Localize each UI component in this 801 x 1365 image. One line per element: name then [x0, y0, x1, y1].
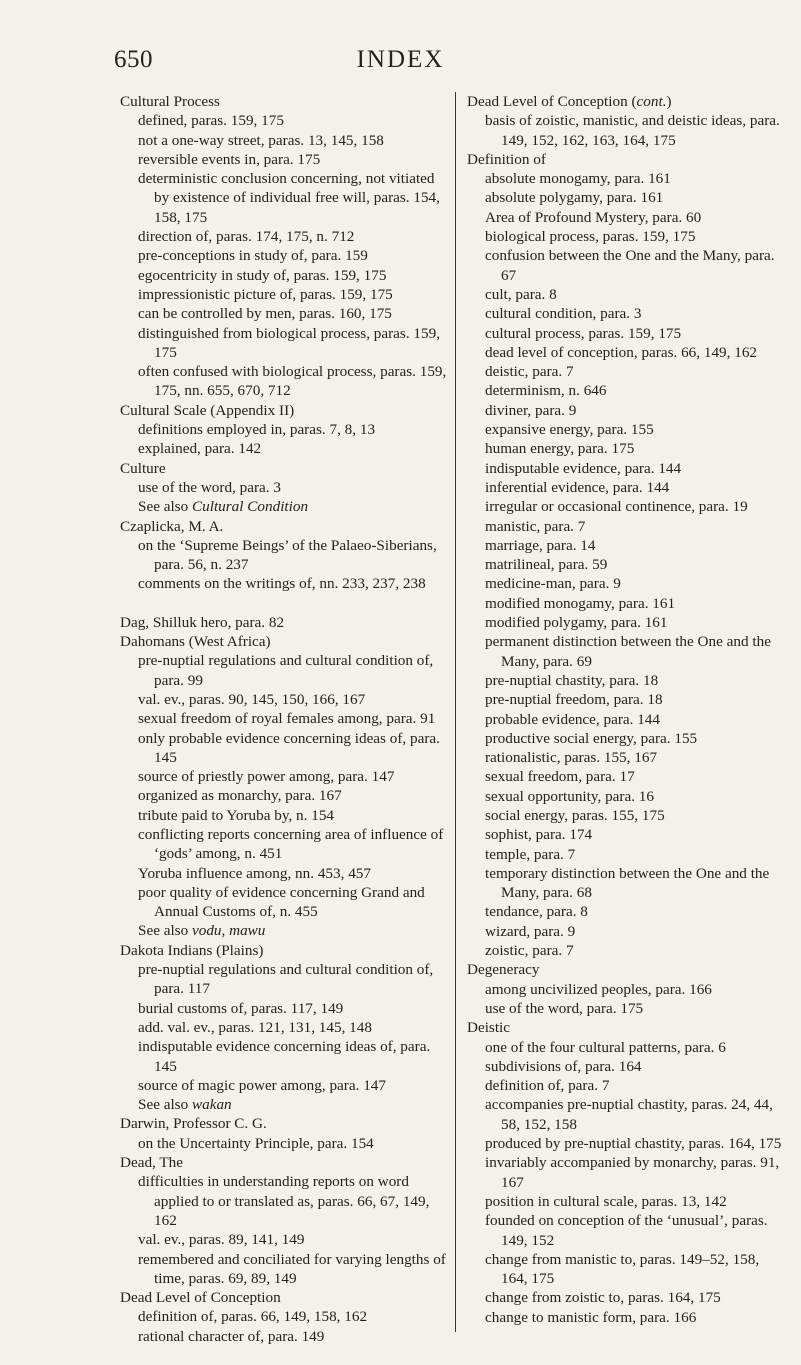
- index-subentry: can be controlled by men, paras. 160, 175: [138, 305, 392, 323]
- index-subentry: irregular or occasional continence, para. 19: [485, 498, 748, 516]
- index-subentry: determinism, n. 646: [485, 382, 607, 400]
- index-subentry: matrilineal, para. 59: [485, 556, 608, 574]
- index-subentry: val. ev., paras. 89, 141, 149: [138, 1231, 305, 1249]
- index-subentry: modified polygamy, para. 161: [485, 614, 668, 632]
- index-subentry: not a one-way street, paras. 13, 145, 158: [138, 131, 384, 149]
- see-also-entry: [120, 921, 450, 940]
- index-subentry: modified monogamy, para. 161: [485, 594, 676, 612]
- index-subentry: tribute paid to Yoruba by, n. 154: [138, 806, 335, 824]
- index-subentry: productive social energy, para. 155: [485, 729, 698, 747]
- index-heading: Culture: [120, 459, 166, 477]
- index-heading: Definition of: [467, 150, 546, 168]
- index-subentry: change from manistic to, paras. 149–52, 158, 164, 175: [485, 1250, 760, 1288]
- index-subentry: explained, para. 142: [138, 440, 262, 458]
- index-subentry: among uncivilized peoples, para. 166: [485, 980, 712, 998]
- index-subentry: one of the four cultural patterns, para. 6: [485, 1038, 726, 1056]
- index-subentry: distinguished from biological process, paras. 159, 175: [138, 324, 441, 361]
- index-subentry: definition of, paras. 66, 149, 158, 162: [138, 1308, 368, 1326]
- heading-italic: cont.: [636, 93, 667, 110]
- index-subentry: rational character of, para. 149: [138, 1327, 325, 1345]
- index-subentry: add. val. ev., paras. 121, 131, 145, 148: [138, 1018, 372, 1036]
- index-subentry: indisputable evidence concerning ideas of, para. 145: [138, 1038, 431, 1075]
- entry-gap: [120, 594, 450, 613]
- index-subentry: expansive energy, para. 155: [485, 421, 654, 439]
- index-heading: Dead, The: [120, 1154, 183, 1172]
- index-subentry: cultural condition, para. 3: [485, 305, 642, 323]
- index-subentry: difficulties in understanding reports on word applied to or translated as, paras. 66, 67, 149, 162: [138, 1173, 430, 1229]
- index-subentry: poor quality of evidence concerning Grand and Annual Customs of, n. 455: [138, 883, 425, 921]
- index-subentry: manistic, para. 7: [485, 517, 586, 535]
- heading-tail: ): [666, 93, 672, 110]
- column-divider: [455, 92, 456, 1332]
- index-subentry: wizard, para. 9: [485, 922, 576, 940]
- page-number: 650: [114, 46, 153, 73]
- see-also-target: vodu, mawu: [192, 922, 266, 940]
- see-also-label: See also: [138, 498, 192, 516]
- index-subentry: invariably accompanied by monarchy, paras. 91, 167: [485, 1154, 780, 1191]
- index-subentry: pre-nuptial regulations and cultural condition of, para. 99: [138, 652, 434, 689]
- index-subentry: produced by pre-nuptial chastity, paras. 164, 175: [485, 1135, 782, 1153]
- index-subentry: dead level of conception, paras. 66, 149, 162: [485, 343, 758, 361]
- index-subentry: social energy, paras. 155, 175: [485, 806, 665, 824]
- index-subentry: marriage, para. 14: [485, 536, 596, 554]
- index-subentry: remembered and conciliated for varying lengths of time, paras. 69, 89, 149: [138, 1250, 446, 1287]
- index-heading: Darwin, Professor C. G.: [120, 1115, 267, 1133]
- index-subentry: pre-nuptial freedom, para. 18: [485, 691, 663, 709]
- index-subentry: cultural process, paras. 159, 175: [485, 324, 682, 342]
- index-subentry: comments on the writings of, nn. 233, 237, 238: [138, 575, 426, 593]
- index-subentry: temple, para. 7: [485, 845, 576, 863]
- index-subentry: on the ‘Supreme Beings’ of the Palaeo-Siberians, para. 56, n. 237: [138, 536, 437, 574]
- heading-text: Dead Level of Conception (: [467, 93, 637, 110]
- index-heading: [467, 92, 785, 111]
- index-subentry: use of the word, para. 175: [485, 999, 644, 1017]
- index-subentry: change from zoistic to, paras. 164, 175: [485, 1289, 721, 1307]
- see-also-entry: [120, 1095, 450, 1114]
- index-subentry: definition of, para. 7: [485, 1077, 610, 1095]
- index-subentry: organized as monarchy, para. 167: [138, 787, 342, 805]
- see-also-entry: [120, 497, 450, 516]
- index-heading: Czaplicka, M. A.: [120, 517, 224, 535]
- index-subentry: source of priestly power among, para. 147: [138, 768, 395, 786]
- index-subentry: reversible events in, para. 175: [138, 150, 321, 168]
- index-heading: Cultural Scale (Appendix II): [120, 401, 295, 419]
- index-subentry: diviner, para. 9: [485, 401, 577, 419]
- index-subentry: biological process, paras. 159, 175: [485, 228, 696, 246]
- see-also-label: See also: [138, 922, 192, 940]
- index-subentry: use of the word, para. 3: [138, 478, 281, 496]
- index-subentry: indisputable evidence, para. 144: [485, 459, 682, 477]
- index-subentry: often confused with biological process, paras. 159, 175, nn. 655, 670, 712: [138, 363, 447, 400]
- index-subentry: source of magic power among, para. 147: [138, 1076, 386, 1094]
- index-subentry: pre-nuptial regulations and cultural condition of, para. 117: [138, 961, 434, 998]
- index-subentry: zoistic, para. 7: [485, 942, 574, 960]
- index-subentry: direction of, paras. 174, 175, n. 712: [138, 228, 355, 246]
- index-subentry: sexual freedom of royal females among, para. 91: [138, 710, 436, 728]
- index-subentry: probable evidence, para. 144: [485, 710, 660, 728]
- index-subentry: val. ev., paras. 90, 145, 150, 166, 167: [138, 690, 366, 708]
- index-subentry: deterministic conclusion concerning, not vitiated by existence of individual free will, paras. 154, 158, 175: [138, 170, 440, 226]
- index-heading: Cultural Process: [120, 93, 220, 110]
- index-subentry: defined, paras. 159, 175: [138, 112, 284, 130]
- index-heading: Dag, Shilluk hero, para. 82: [120, 613, 285, 631]
- page-header: [0, 46, 801, 86]
- index-column-left: [120, 92, 450, 1346]
- index-subentry: egocentricity in study of, paras. 159, 175: [138, 266, 387, 284]
- index-subentry: burial customs of, paras. 117, 149: [138, 999, 344, 1017]
- index-subentry: pre-conceptions in study of, para. 159: [138, 247, 368, 265]
- index-heading: Dakota Indians (Plains): [120, 941, 264, 959]
- see-also-target: wakan: [192, 1096, 232, 1114]
- running-head: INDEX: [356, 46, 445, 73]
- index-subentry: on the Uncertainty Principle, para. 154: [138, 1134, 374, 1152]
- index-subentry: medicine-man, para. 9: [485, 575, 621, 593]
- index-subentry: Yoruba influence among, nn. 453, 457: [138, 864, 371, 882]
- index-subentry: Area of Profound Mystery, para. 60: [485, 208, 702, 226]
- index-subentry: founded on conception of the ‘unusual’, paras. 149, 152: [485, 1212, 768, 1249]
- index-subentry: rationalistic, paras. 155, 167: [485, 749, 658, 767]
- index-heading: Dahomans (West Africa): [120, 633, 271, 651]
- index-subentry: basis of zoistic, manistic, and deistic ideas, para. 149, 152, 162, 163, 164, 175: [485, 112, 780, 149]
- index-subentry: definitions employed in, paras. 7, 8, 13: [138, 421, 376, 439]
- index-subentry: accompanies pre-nuptial chastity, paras. 24, 44, 58, 152, 158: [485, 1096, 773, 1133]
- index-subentry: human energy, para. 175: [485, 440, 635, 458]
- index-subentry: permanent distinction between the One and the Many, para. 69: [485, 633, 771, 670]
- index-subentry: temporary distinction between the One and the Many, para. 68: [485, 864, 770, 902]
- index-subentry: deistic, para. 7: [485, 363, 574, 381]
- index-subentry: only probable evidence concerning ideas of, para. 145: [138, 729, 440, 766]
- see-also-target: Cultural Condition: [192, 498, 309, 516]
- index-subentry: inferential evidence, para. 144: [485, 478, 670, 496]
- index-subentry: change to manistic form, para. 166: [485, 1308, 697, 1326]
- index-subentry: sexual freedom, para. 17: [485, 768, 635, 786]
- index-subentry: cult, para. 8: [485, 285, 557, 303]
- index-subentry: tendance, para. 8: [485, 903, 588, 921]
- index-subentry: subdivisions of, para. 164: [485, 1057, 642, 1075]
- index-subentry: absolute polygamy, para. 161: [485, 189, 664, 207]
- index-heading: Dead Level of Conception: [120, 1289, 281, 1307]
- index-subentry: conflicting reports concerning area of influence of ‘gods’ among, n. 451: [138, 825, 444, 863]
- index-heading: Deistic: [467, 1019, 511, 1037]
- index-column-right: [467, 92, 785, 1327]
- index-subentry: sexual opportunity, para. 16: [485, 787, 654, 805]
- index-subentry: confusion between the One and the Many, para. 67: [485, 247, 775, 284]
- index-subentry: position in cultural scale, paras. 13, 142: [485, 1192, 727, 1210]
- index-heading: Degeneracy: [467, 961, 540, 979]
- index-subentry: absolute monogamy, para. 161: [485, 170, 671, 188]
- index-subentry: sophist, para. 174: [485, 826, 593, 844]
- index-subentry: impressionistic picture of, paras. 159, 175: [138, 285, 393, 303]
- see-also-label: See also: [138, 1096, 192, 1114]
- index-subentry: pre-nuptial chastity, para. 18: [485, 671, 659, 689]
